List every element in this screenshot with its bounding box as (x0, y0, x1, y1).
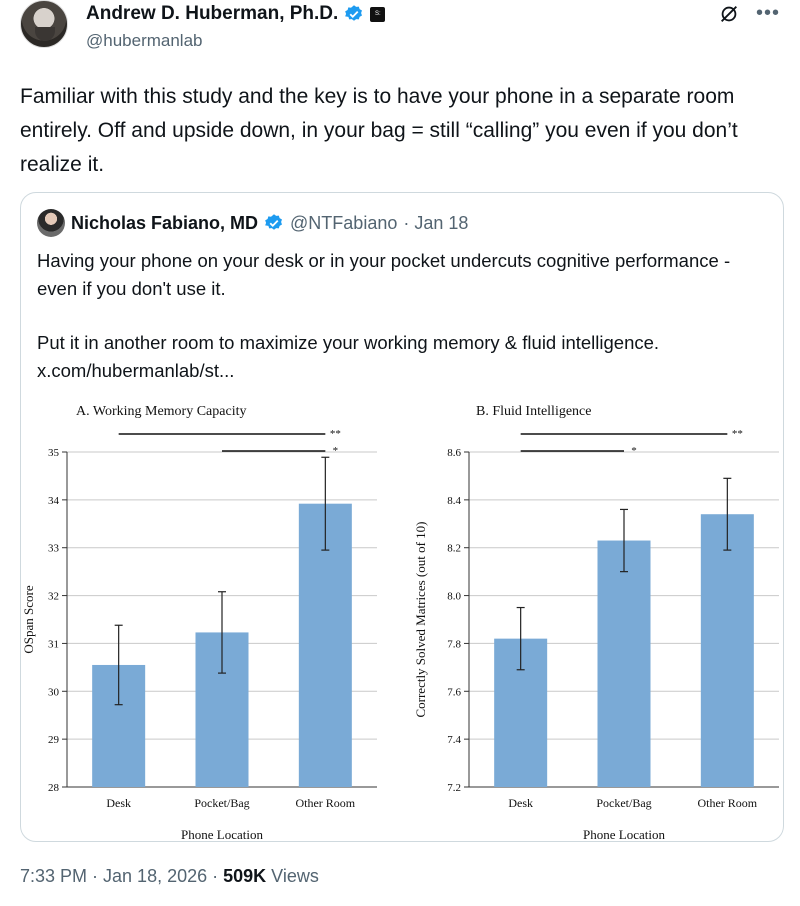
y-axis-label: Correctly Solved Matrices (out of 10) (413, 521, 428, 718)
quote-link[interactable]: x.com/hubermanlab/st... (37, 360, 235, 381)
significance-label: ** (731, 428, 743, 440)
quote-text (37, 247, 767, 385)
chart-svg (21, 393, 784, 842)
y-tick-label: 33 (48, 542, 59, 555)
views-count: 509K (223, 866, 267, 886)
x-tick-label: Other Room (295, 796, 356, 810)
y-tick-label: 32 (48, 590, 59, 603)
x-tick-label: Pocket/Bag (194, 796, 250, 810)
y-tick-label: 7.8 (447, 638, 461, 651)
y-tick-label: 29 (48, 734, 59, 747)
author-handle[interactable]: @hubermanlab (86, 31, 203, 50)
y-tick-label: 7.6 (447, 686, 461, 699)
y-axis-label: OSpan Score (21, 585, 36, 654)
y-tick-label: 7.2 (447, 782, 461, 794)
x-tick-label: Other Room (697, 796, 758, 810)
bar-pocket-bag (598, 541, 651, 787)
y-tick-label: 35 (48, 447, 59, 459)
y-tick-label: 34 (48, 494, 59, 507)
x-axis-label: Phone Location (181, 827, 263, 842)
quote-paragraph-1: Having your phone on your desk or in your pocket undercuts cognitive performance - even if you don't use it. (37, 250, 731, 299)
x-tick-label: Desk (508, 796, 534, 810)
chart-title-0: A. Working Memory Capacity (76, 404, 247, 419)
x-tick-label: Desk (106, 796, 132, 810)
quote-header (37, 209, 468, 237)
verified-badge-icon (344, 4, 364, 24)
chart-image (21, 393, 784, 842)
y-tick-label: 31 (48, 638, 59, 651)
quoted-tweet[interactable] (20, 192, 784, 842)
top-actions (718, 2, 780, 25)
author-name-row (86, 3, 385, 25)
verified-badge-icon (264, 213, 284, 233)
author-name[interactable]: Andrew D. Huberman, Ph.D. (86, 3, 339, 24)
y-tick-label: 8.0 (447, 590, 461, 603)
quote-author-handle: @NTFabiano (290, 212, 398, 233)
y-tick-label: 7.4 (447, 734, 461, 747)
affiliate-badge-icon: S: (370, 7, 385, 22)
tweet-text: Familiar with this study and the key is to have your phone in a separate room entirely. Off and upside down, in your bag = still “calling” you even if you don’t realize it. (20, 85, 738, 176)
views-label: Views (266, 866, 319, 886)
y-tick-label: 8.2 (447, 542, 461, 555)
y-tick-label: 30 (48, 686, 59, 699)
x-tick-label: Pocket/Bag (596, 796, 652, 810)
more-icon[interactable]: ••• (755, 2, 780, 24)
chart-title-1: B. Fluid Intelligence (476, 404, 592, 419)
x-axis-label: Phone Location (583, 827, 665, 842)
significance-label: ** (329, 428, 341, 440)
significance-label: * (332, 445, 339, 457)
quote-author-name: Nicholas Fabiano, MD (71, 212, 259, 233)
quote-paragraph-2: Put it in another room to maximize your working memory & fluid intelligence. (37, 332, 660, 353)
tweet-timestamp[interactable]: 7:33 PM · Jan 18, 2026 · (20, 866, 224, 886)
y-tick-label: 8.6 (447, 447, 461, 459)
y-tick-label: 8.4 (447, 494, 461, 507)
quote-date: · Jan 18 (403, 212, 469, 233)
quote-author-avatar (37, 209, 65, 237)
tweet-footer (20, 866, 319, 887)
significance-label: * (631, 445, 637, 457)
bar-other-room (701, 514, 754, 787)
y-tick-label: 28 (48, 782, 59, 794)
tweet-header (20, 0, 780, 60)
author-avatar[interactable] (20, 0, 68, 48)
grok-icon[interactable] (718, 3, 740, 25)
